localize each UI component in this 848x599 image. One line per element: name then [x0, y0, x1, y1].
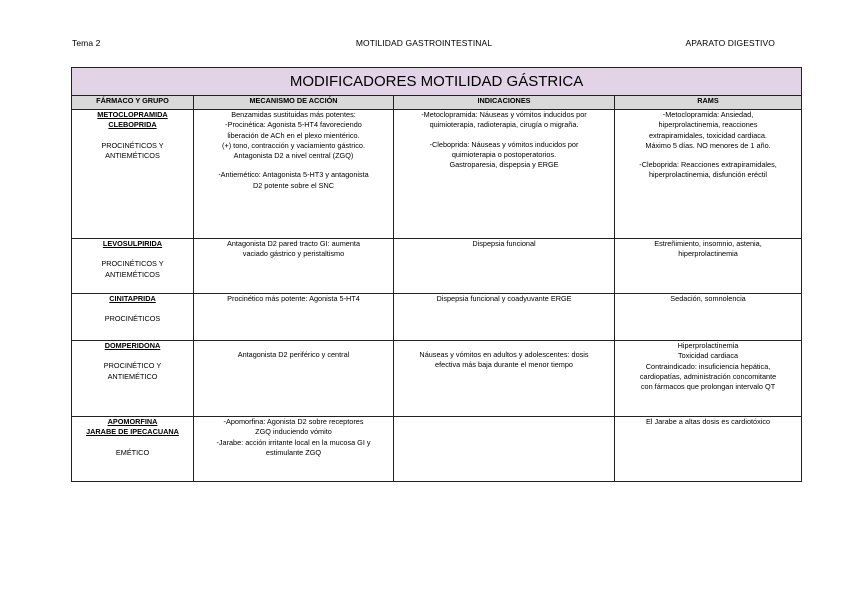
- rams-line: -Cleboprida: Reacciones extrapiramidales,: [639, 160, 777, 170]
- table-row: [72, 417, 802, 482]
- drug-group-line: ANTIEMÉTICOS: [105, 269, 160, 279]
- drug-group-line: PROCINÉTICOS: [104, 314, 161, 324]
- drug-group: [75, 141, 190, 162]
- rams-line: Toxicidad cardiaca: [678, 351, 739, 361]
- spacer: [397, 131, 611, 140]
- rams-line: Estreñimiento, insomnio, astenia,: [654, 239, 762, 248]
- drug-cell: [72, 239, 194, 294]
- rams-line: Contraindicado: insuficiencia hepática,: [645, 361, 771, 371]
- mechanism-cell: [194, 341, 394, 417]
- spacer: [618, 151, 798, 160]
- drug-name: APOMORFINA: [107, 417, 158, 426]
- rams-line: Sedación, somnolencia: [670, 294, 746, 303]
- indications-cell: [394, 294, 615, 341]
- table-row: [72, 294, 802, 341]
- drug-name: LEVOSULPIRIDA: [102, 239, 163, 248]
- spacer: [397, 341, 611, 350]
- column-header: MECANISMO DE ACCIÓN: [194, 96, 394, 110]
- mechanism-cell: [194, 294, 394, 341]
- drug-name: JARABE DE IPECACUANA: [86, 427, 179, 437]
- mechanism-line: vaciado gástrico y peristaltismo: [242, 249, 345, 259]
- rams-line: con fármacos que prolongan intervalo QT: [640, 382, 776, 392]
- drug-group-line: PROCINÉTICO Y: [103, 361, 162, 371]
- indications-cell: [394, 239, 615, 294]
- rams-line: cardiopatías, administración concomitante: [639, 371, 777, 381]
- header-title: MOTILIDAD GASTROINTESTINAL: [355, 38, 493, 48]
- column-header: INDICACIONES: [394, 96, 615, 110]
- mechanism-line: Benzamidas sustituidas más potentes:: [231, 110, 356, 119]
- indications-cell: [394, 417, 615, 482]
- mechanism-cell: [194, 417, 394, 482]
- mechanism-line: -Jarabe: acción irritante local en la mucosa GI y: [216, 437, 371, 447]
- rams-line: extrapiramidales, toxicidad cardiaca.: [649, 130, 768, 140]
- rams-line: Hiperprolactinemia: [677, 341, 739, 350]
- indications-line: quimioterapia, radioterapia, cirugía o migraña.: [429, 120, 579, 130]
- drug-group-line: EMÉTICO: [115, 447, 150, 457]
- drug-group-line: ANTIEMÉTICOS: [105, 150, 160, 160]
- rams-line: El Jarabe a altas dosis es cardiotóxico: [645, 417, 771, 426]
- mechanism-line: estimulante ZGQ: [265, 447, 322, 457]
- drug-name: CINITAPRIDA: [109, 294, 156, 303]
- rams-cell: [615, 417, 802, 482]
- indications-line: efectiva más baja durante el menor tiempo: [435, 360, 573, 370]
- indications-line: Gastroparesia, dispepsia y ERGE: [449, 160, 559, 170]
- mechanism-line: (+) tono, contracción y vaciamiento gástrico.: [222, 140, 365, 150]
- column-header: RAMS: [615, 96, 802, 110]
- table-row: [72, 110, 802, 239]
- mechanism-line: -Antiemético: Antagonista 5-HT3 y antagonista: [218, 170, 369, 180]
- mechanism-line: -Apomorfina: Agonista D2 sobre receptores: [223, 417, 364, 426]
- drug-cell: [72, 110, 194, 239]
- rams-line: hiperprolactinemia, reacciones: [658, 120, 758, 130]
- rams-cell: [615, 294, 802, 341]
- rams-cell: [615, 110, 802, 239]
- mechanism-line: Antagonista D2 periférico y central: [237, 350, 350, 359]
- drug-name: METOCLOPRAMIDA: [97, 110, 168, 119]
- indications-line: -Metoclopramida: Náuseas y vómitos inducidos por: [421, 110, 587, 119]
- drug-name: DOMPERIDONA: [104, 341, 161, 350]
- rams-cell: [615, 239, 802, 294]
- drug-group: [75, 448, 190, 458]
- mechanism-line: ZGQ induciendo vómito: [255, 427, 332, 437]
- table-title: MODIFICADORES MOTILIDAD GÁSTRICA: [72, 68, 802, 96]
- table-row: [72, 239, 802, 294]
- mechanism-line: liberación de ACh en el plexo mientérico.: [227, 130, 360, 140]
- mechanism-line: -Procinética: Agonista 5-HT4 favoreciendo: [225, 120, 362, 130]
- spacer: [197, 341, 390, 350]
- rams-line: -Metoclopramida: Ansiedad,: [662, 110, 754, 119]
- mechanism-line: Antagonista D2 pared tracto GI: aumenta: [226, 239, 361, 248]
- header-topic: Tema 2: [72, 38, 101, 48]
- rams-cell: [615, 341, 802, 417]
- drug-cell: [72, 341, 194, 417]
- drug-group-line: ANTIEMÉTICO: [107, 371, 158, 381]
- indications-cell: [394, 110, 615, 239]
- mechanism-line: Antagonista D2 a nivel central (ZGQ): [233, 151, 354, 161]
- mechanism-line: Procinético más potente: Agonista 5-HT4: [227, 294, 360, 303]
- indications-cell: [394, 341, 615, 417]
- drug-group: [75, 259, 190, 280]
- drug-cell: [72, 417, 194, 482]
- drug-group: [75, 361, 190, 382]
- drug-group-line: PROCINÉTICOS Y: [101, 140, 164, 150]
- table-row: [72, 341, 802, 417]
- drug-name: CLEBOPRIDA: [108, 120, 157, 130]
- indications-line: Dispepsia funcional: [472, 239, 536, 248]
- indications-line: -Cleboprida: Náuseas y vómitos inducidos por: [429, 139, 579, 149]
- column-header-row: [72, 96, 802, 110]
- drug-group-line: PROCINÉTICOS Y: [101, 259, 164, 269]
- indications-line: Dispepsia funcional y coadyuvante ERGE: [436, 294, 572, 303]
- rams-line: hiperprolactinemia, disfunción eréctil: [649, 170, 768, 180]
- mechanism-cell: [194, 239, 394, 294]
- drug-table: [71, 67, 802, 482]
- rams-line: Máximo 5 días. NO menores de 1 año.: [645, 140, 771, 150]
- drug-cell: [72, 294, 194, 341]
- spacer: [197, 161, 390, 170]
- mechanism-cell: [194, 110, 394, 239]
- column-header: FÁRMACO Y GRUPO: [72, 96, 194, 110]
- indications-line: Náuseas y vómitos en adultos y adolescentes: dosis: [419, 350, 589, 359]
- rams-line: hiperprolactinemia: [678, 249, 738, 259]
- header-section: APARATO DIGESTIVO: [685, 38, 775, 48]
- indications-line: quimioterapia o postoperatorios.: [451, 149, 557, 159]
- mechanism-line: D2 potente sobre el SNC: [252, 180, 335, 190]
- drug-group: [75, 314, 190, 324]
